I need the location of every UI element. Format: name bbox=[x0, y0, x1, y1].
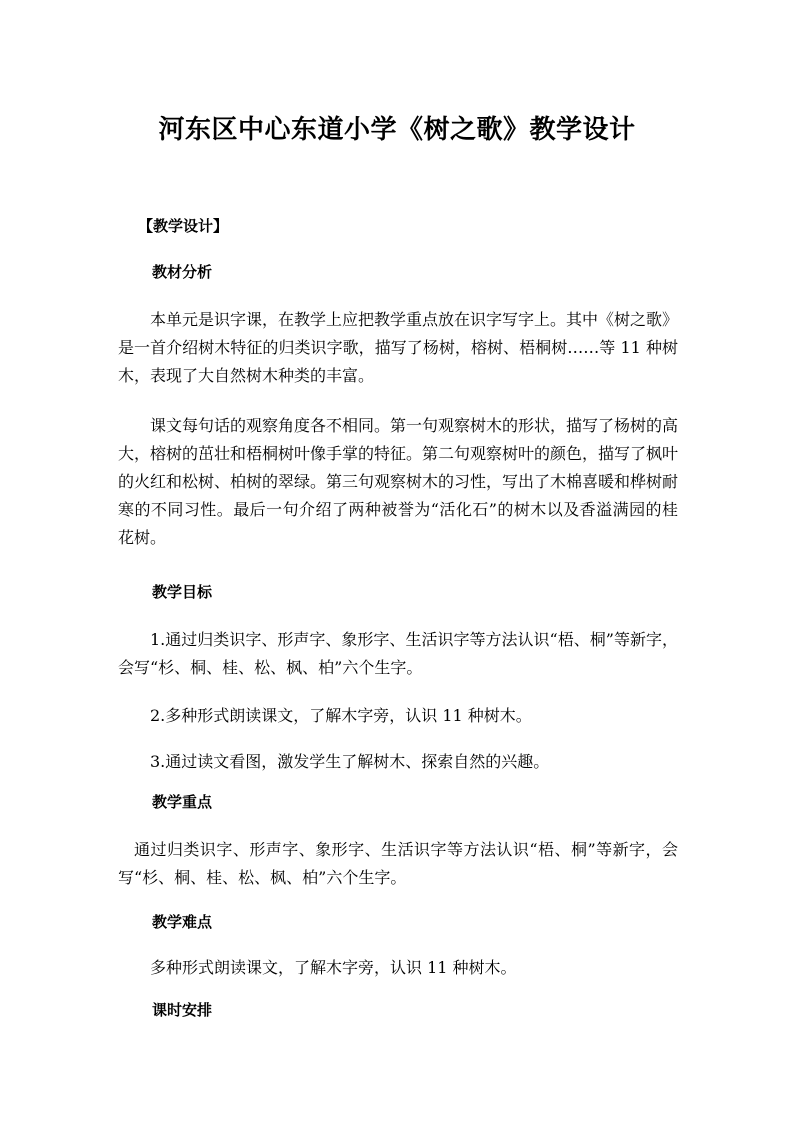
schedule-heading: 课时安排 bbox=[152, 1001, 213, 1019]
document-title: 河东区中心东道小学《树之歌》教学设计 bbox=[158, 115, 636, 145]
teaching-goal-item: 2.多种形式朗读课文，了解木字旁，认识 11 种树木。 bbox=[150, 706, 532, 725]
key-points-text: 通过归类识字、形声字、象形字、生活识字等方法认识“梧、桐”等新字，会写“杉、桐、桂、松、枫、柏”六个生字。 bbox=[118, 840, 678, 887]
teaching-goals-heading: 教学目标 bbox=[152, 583, 213, 601]
teaching-goal-item: 3.通过读文看图，激发学生了解树木、探索自然的兴趣。 bbox=[150, 752, 550, 771]
difficulties-text: 多种形式朗读课文，了解木字旁，认识 11 种树木。 bbox=[150, 958, 517, 977]
difficulties-heading: 教学难点 bbox=[152, 913, 213, 931]
material-analysis-paragraph-1: 本单元是识字课，在教学上应把教学重点放在识字写字上。其中《树之歌》是一首介绍树木特征的归类识字歌，描写了杨树，榕树、梧桐树……等 11 种树木，表现了大自然树木种类的丰富。 bbox=[118, 310, 679, 385]
teaching-goal-item: 1.通过归类识字、形声字、象形字、生活识字等方法认识“梧、桐”等新字，会写“杉、桐、桂、松、枫、柏”六个生字。 bbox=[118, 630, 678, 677]
key-points-heading: 教学重点 bbox=[152, 793, 213, 811]
section-label: 【教学设计】 bbox=[138, 217, 229, 235]
material-analysis-paragraph-2: 课文每句话的观察角度各不相同。第一句观察树木的形状，描写了杨树的高大，榕树的茁壮和梧桐树叶像手掌的特征。第二句观察树叶的颜色，描写了枫叶的火红和松树、柏树的翠绿。第三句观察树木的习性，写出了木棉喜暖和桦树耐寒的不同习性。最后一句介绍了两种被誉为“活化石”的树木以及香溢满园的桂花树。 bbox=[118, 416, 679, 547]
material-analysis-heading: 教材分析 bbox=[152, 263, 213, 281]
